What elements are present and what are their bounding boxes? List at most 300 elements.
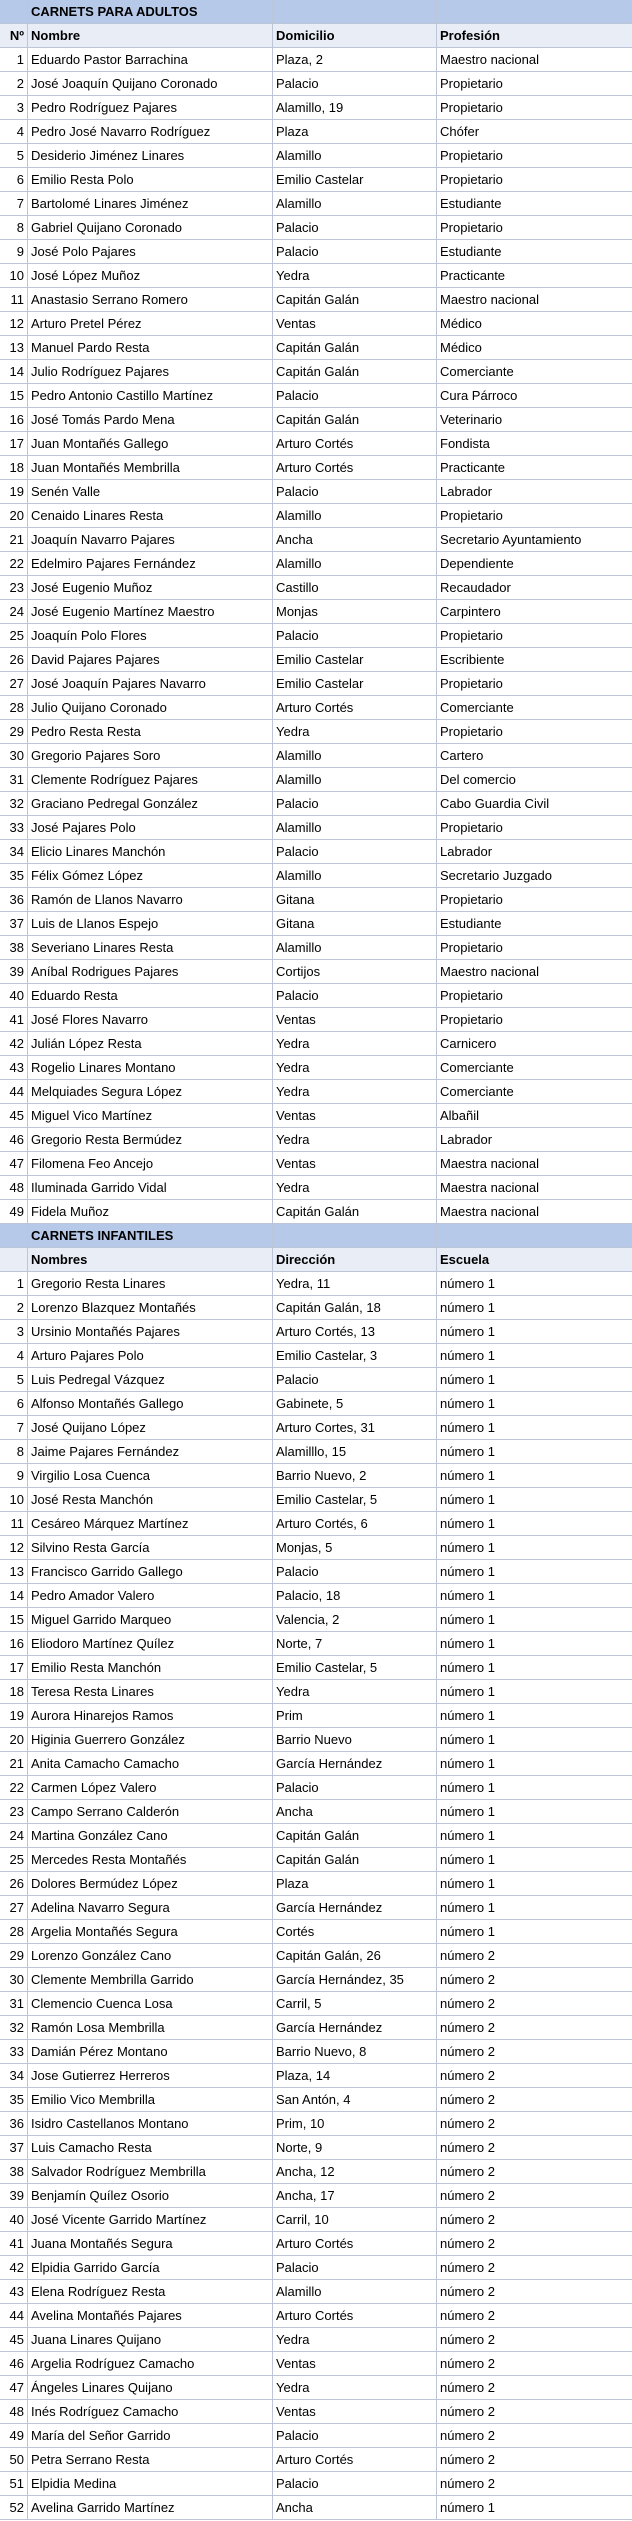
cell-number[interactable]: 35 (0, 864, 28, 887)
cell-name[interactable]: Alfonso Montañés Gallego (28, 1392, 273, 1415)
cell-address[interactable]: Yedra, 11 (273, 1272, 437, 1295)
cell-address[interactable]: Capitán Galán (273, 360, 437, 383)
cell-number[interactable]: 46 (0, 1128, 28, 1151)
cell-number[interactable]: 31 (0, 1992, 28, 2015)
cell-address[interactable]: Alamillo (273, 936, 437, 959)
cell-detail[interactable]: número 2 (440, 2452, 495, 2467)
cell-detail[interactable]: Propietario (440, 148, 503, 163)
cell-detail[interactable]: número 1 (440, 1756, 495, 1771)
cell-empty[interactable] (273, 0, 437, 23)
cell-number[interactable]: 43 (0, 2280, 28, 2303)
cell-detail[interactable]: Dependiente (440, 556, 514, 571)
cell-detail[interactable]: Carpintero (440, 604, 501, 619)
cell-detail[interactable]: Secretario Juzgado (440, 868, 553, 883)
cell-address[interactable]: Monjas, 5 (273, 1536, 437, 1559)
cell-number[interactable]: 33 (0, 816, 28, 839)
cell-number[interactable]: 50 (0, 2448, 28, 2471)
cell-detail[interactable]: Maestra nacional (440, 1180, 539, 1195)
cell-number[interactable]: 1 (0, 1272, 28, 1295)
cell-name[interactable]: Isidro Castellanos Montano (28, 2112, 273, 2135)
cell-address[interactable]: Ancha (273, 528, 437, 551)
cell-name[interactable]: Teresa Resta Linares (28, 1680, 273, 1703)
cell-name[interactable]: Filomena Feo Ancejo (28, 1152, 273, 1175)
cell-detail[interactable]: número 1 (440, 2500, 495, 2515)
cell-detail[interactable]: Labrador (440, 844, 493, 859)
cell-number[interactable]: 15 (0, 1608, 28, 1631)
cell-address[interactable]: Alamillo (273, 864, 437, 887)
cell-number[interactable]: 6 (0, 168, 28, 191)
cell-name[interactable]: Gregorio Pajares Soro (28, 744, 273, 767)
cell-detail[interactable]: número 2 (440, 2404, 495, 2419)
cell-address[interactable]: Prim (273, 1704, 437, 1727)
cell-name[interactable]: Inés Rodríguez Camacho (28, 2400, 273, 2423)
cell-number[interactable]: 42 (0, 2256, 28, 2279)
cell-detail[interactable]: número 2 (440, 1948, 495, 1963)
cell-detail[interactable]: número 2 (440, 2260, 495, 2275)
cell-name[interactable]: Pedro Antonio Castillo Martínez (28, 384, 273, 407)
cell-name[interactable]: Bartolomé Linares Jiménez (28, 192, 273, 215)
cell-address[interactable]: Alamillo (273, 192, 437, 215)
cell-detail[interactable]: Del comercio (440, 772, 516, 787)
cell-number[interactable]: 26 (0, 1872, 28, 1895)
cell-number[interactable]: 37 (0, 912, 28, 935)
cell-address[interactable]: Barrio Nuevo (273, 1728, 437, 1751)
cell-name[interactable]: Juana Montañés Segura (28, 2232, 273, 2255)
cell-number[interactable]: 16 (0, 1632, 28, 1655)
cell-detail[interactable]: número 1 (440, 1276, 495, 1291)
cell-empty[interactable] (273, 1224, 437, 1247)
cell-name[interactable]: Gabriel Quijano Coronado (28, 216, 273, 239)
cell-address[interactable]: Ancha (273, 1800, 437, 1823)
cell-name[interactable]: Juana Linares Quijano (28, 2328, 273, 2351)
cell-detail[interactable]: número 1 (440, 1540, 495, 1555)
cell-number[interactable]: 30 (0, 744, 28, 767)
cell-address[interactable]: Alamillo (273, 144, 437, 167)
cell-address[interactable]: Arturo Cortés (273, 696, 437, 719)
cell-detail[interactable]: número 2 (440, 2164, 495, 2179)
cell-detail[interactable]: número 2 (440, 2284, 495, 2299)
cell-detail[interactable]: número 2 (440, 2380, 495, 2395)
cell-name[interactable]: Elpidia Medina (28, 2472, 273, 2495)
cell-name[interactable]: David Pajares Pajares (28, 648, 273, 671)
cell-address[interactable]: Valencia, 2 (273, 1608, 437, 1631)
cell-detail[interactable]: número 1 (440, 1564, 495, 1579)
cell-detail[interactable]: número 1 (440, 1612, 495, 1627)
cell-address[interactable]: Arturo Cortés, 13 (273, 1320, 437, 1343)
cell-detail[interactable]: número 2 (440, 2068, 495, 2083)
cell-number[interactable]: 48 (0, 2400, 28, 2423)
cell-name[interactable]: Benjamín Quílez Osorio (28, 2184, 273, 2207)
cell-name[interactable]: Virgilio Losa Cuenca (28, 1464, 273, 1487)
cell-detail[interactable]: número 1 (440, 1684, 495, 1699)
cell-detail[interactable]: Cabo Guardia Civil (440, 796, 550, 811)
cell-number[interactable]: 45 (0, 1104, 28, 1127)
cell-detail[interactable]: Fondista (440, 436, 490, 451)
cell-address[interactable]: Plaza, 2 (273, 48, 437, 71)
cell-detail[interactable]: Propietario (440, 76, 503, 91)
cell-detail[interactable]: Médico (440, 316, 482, 331)
cell-name[interactable]: Rogelio Linares Montano (28, 1056, 273, 1079)
cell-name[interactable]: Francisco Garrido Gallego (28, 1560, 273, 1583)
cell-detail[interactable]: número 1 (440, 1372, 495, 1387)
cell-detail[interactable]: número 1 (440, 1708, 495, 1723)
cell-address[interactable]: Ancha, 12 (273, 2160, 437, 2183)
cell-name[interactable]: Gregorio Resta Bermúdez (28, 1128, 273, 1151)
cell-address[interactable]: Palacio (273, 216, 437, 239)
cell-name[interactable]: Aníbal Rodrigues Pajares (28, 960, 273, 983)
cell-name[interactable]: Manuel Pardo Resta (28, 336, 273, 359)
cell-detail[interactable]: Estudiante (440, 196, 502, 211)
cell-detail[interactable]: Cartero (440, 748, 484, 763)
cell-address[interactable]: Arturo Cortés (273, 456, 437, 479)
cell-detail[interactable]: Comerciante (440, 1084, 514, 1099)
cell-number[interactable]: 7 (0, 192, 28, 215)
cell-address[interactable]: Emilio Castelar, 5 (273, 1488, 437, 1511)
cell-number[interactable]: 22 (0, 552, 28, 575)
cell-name[interactable]: José Quijano López (28, 1416, 273, 1439)
cell-detail[interactable]: Cura Párroco (440, 388, 518, 403)
cell-name[interactable]: Eduardo Resta (28, 984, 273, 1007)
cell-detail[interactable]: Propietario (440, 1012, 503, 1027)
cell-name[interactable]: Arturo Pretel Pérez (28, 312, 273, 335)
cell-name[interactable]: Avelina Montañés Pajares (28, 2304, 273, 2327)
cell-detail[interactable]: Maestra nacional (440, 1204, 539, 1219)
cell-detail[interactable]: Propietario (440, 172, 503, 187)
cell-detail[interactable]: Carnicero (440, 1036, 497, 1051)
cell-name[interactable]: Pedro José Navarro Rodríguez (28, 120, 273, 143)
cell-name[interactable]: Joaquín Polo Flores (28, 624, 273, 647)
cell-detail[interactable]: Labrador (440, 1132, 493, 1147)
cell-number[interactable]: 17 (0, 432, 28, 455)
cell-detail[interactable]: número 2 (440, 2140, 495, 2155)
cell-name[interactable]: Ursinio Montañés Pajares (28, 1320, 273, 1343)
cell-address[interactable]: Yedra (273, 1032, 437, 1055)
cell-number[interactable]: 19 (0, 480, 28, 503)
cell-number[interactable]: 25 (0, 624, 28, 647)
cell-name[interactable]: Julio Quijano Coronado (28, 696, 273, 719)
cell-number[interactable]: 4 (0, 1344, 28, 1367)
cell-address[interactable]: Carril, 5 (273, 1992, 437, 2015)
cell-address[interactable]: Arturo Cortés (273, 2304, 437, 2327)
cell-address[interactable]: Palacio (273, 72, 437, 95)
cell-name[interactable]: José Vicente Garrido Martínez (28, 2208, 273, 2231)
cell-number[interactable]: 8 (0, 216, 28, 239)
cell-number[interactable]: 19 (0, 1704, 28, 1727)
cell-name[interactable]: Miguel Garrido Marqueo (28, 1608, 273, 1631)
cell-detail[interactable]: Propietario (440, 940, 503, 955)
cell-name[interactable]: Salvador Rodríguez Membrilla (28, 2160, 273, 2183)
cell-address[interactable]: Cortijos (273, 960, 437, 983)
cell-address[interactable]: Palacio, 18 (273, 1584, 437, 1607)
cell-address[interactable]: Palacio (273, 840, 437, 863)
cell-name[interactable]: Silvino Resta García (28, 1536, 273, 1559)
cell-address[interactable]: Yedra (273, 720, 437, 743)
cell-name[interactable]: Senén Valle (28, 480, 273, 503)
cell-detail[interactable]: Maestro nacional (440, 52, 539, 67)
cell-number[interactable]: 33 (0, 2040, 28, 2063)
cell-address[interactable]: Arturo Cortés (273, 432, 437, 455)
cell-address[interactable]: García Hernández (273, 1896, 437, 1919)
section-title[interactable]: CARNETS INFANTILES (28, 1224, 273, 1247)
cell-detail[interactable]: número 2 (440, 2428, 495, 2443)
cell-detail[interactable]: número 1 (440, 1420, 495, 1435)
cell-address[interactable]: Gitana (273, 912, 437, 935)
cell-address[interactable]: Capitán Galán, 18 (273, 1296, 437, 1319)
cell-empty[interactable] (0, 1224, 28, 1247)
cell-detail[interactable]: número 2 (440, 2092, 495, 2107)
cell-address[interactable]: Palacio (273, 2256, 437, 2279)
cell-name[interactable]: José Pajares Polo (28, 816, 273, 839)
cell-detail[interactable]: Propietario (440, 724, 503, 739)
cell-name[interactable]: Adelina Navarro Segura (28, 1896, 273, 1919)
cell-number[interactable]: 28 (0, 1920, 28, 1943)
cell-number[interactable]: 14 (0, 1584, 28, 1607)
cell-name[interactable]: Emilio Resta Manchón (28, 1656, 273, 1679)
cell-number[interactable]: 2 (0, 72, 28, 95)
cell-detail[interactable]: Veterinario (440, 412, 503, 427)
cell-detail[interactable]: número 1 (440, 1732, 495, 1747)
cell-name[interactable]: Desiderio Jiménez Linares (28, 144, 273, 167)
cell-number[interactable]: 9 (0, 1464, 28, 1487)
cell-detail[interactable]: número 1 (440, 1636, 495, 1651)
cell-number[interactable]: 26 (0, 648, 28, 671)
cell-number[interactable]: 5 (0, 1368, 28, 1391)
cell-number[interactable]: 37 (0, 2136, 28, 2159)
cell-number[interactable]: 47 (0, 2376, 28, 2399)
cell-name[interactable]: Cenaido Linares Resta (28, 504, 273, 527)
cell-address[interactable]: Alamilllo, 15 (273, 1440, 437, 1463)
cell-address[interactable]: Palacio (273, 1776, 437, 1799)
cell-name[interactable]: Joaquín Navarro Pajares (28, 528, 273, 551)
cell-address[interactable]: Arturo Cortes, 31 (273, 1416, 437, 1439)
cell-detail[interactable]: Recaudador (440, 580, 511, 595)
cell-number[interactable]: 28 (0, 696, 28, 719)
cell-number[interactable]: 20 (0, 504, 28, 527)
cell-detail[interactable]: número 1 (440, 1396, 495, 1411)
cell-number[interactable]: 34 (0, 2064, 28, 2087)
cell-detail[interactable]: número 2 (440, 1996, 495, 2011)
cell-address[interactable]: Alamillo (273, 816, 437, 839)
cell-number[interactable]: 24 (0, 1824, 28, 1847)
cell-address[interactable]: Alamillo (273, 504, 437, 527)
cell-address[interactable]: García Hernández (273, 2016, 437, 2039)
cell-address[interactable]: Plaza (273, 120, 437, 143)
cell-address[interactable]: Palacio (273, 792, 437, 815)
cell-number[interactable]: 3 (0, 96, 28, 119)
cell-number[interactable]: 23 (0, 1800, 28, 1823)
cell-number[interactable]: 15 (0, 384, 28, 407)
cell-number[interactable]: 45 (0, 2328, 28, 2351)
cell-name[interactable]: Miguel Vico Martínez (28, 1104, 273, 1127)
cell-detail[interactable]: Estudiante (440, 916, 502, 931)
cell-address[interactable]: Capitán Galán (273, 288, 437, 311)
cell-detail[interactable]: número 1 (440, 1852, 495, 1867)
cell-address[interactable]: Palacio (273, 2472, 437, 2495)
cell-detail[interactable]: número 1 (440, 1468, 495, 1483)
cell-name[interactable]: Pedro Rodríguez Pajares (28, 96, 273, 119)
cell-number[interactable]: 11 (0, 288, 28, 311)
cell-name[interactable]: Eduardo Pastor Barrachina (28, 48, 273, 71)
cell-detail[interactable]: número 2 (440, 2116, 495, 2131)
cell-number[interactable]: 11 (0, 1512, 28, 1535)
cell-detail[interactable]: número 1 (440, 1444, 495, 1459)
cell-name[interactable]: José Tomás Pardo Mena (28, 408, 273, 431)
cell-number[interactable]: 27 (0, 1896, 28, 1919)
cell-name[interactable]: José López Muñoz (28, 264, 273, 287)
cell-detail[interactable]: Comerciante (440, 1060, 514, 1075)
cell-address[interactable]: Carril, 10 (273, 2208, 437, 2231)
cell-address[interactable]: Palacio (273, 240, 437, 263)
cell-detail[interactable]: número 2 (440, 2356, 495, 2371)
cell-detail[interactable]: número 2 (440, 2308, 495, 2323)
cell-address[interactable]: Ventas (273, 1104, 437, 1127)
cell-name[interactable]: Carmen López Valero (28, 1776, 273, 1799)
cell-address[interactable]: Emilio Castelar, 5 (273, 1656, 437, 1679)
cell-detail[interactable]: número 1 (440, 1588, 495, 1603)
cell-detail[interactable]: número 2 (440, 2212, 495, 2227)
cell-address[interactable]: Alamillo (273, 552, 437, 575)
column-header-name[interactable]: Nombre (28, 24, 273, 47)
cell-number[interactable]: 21 (0, 1752, 28, 1775)
cell-name[interactable]: Anastasio Serrano Romero (28, 288, 273, 311)
cell-number[interactable]: 25 (0, 1848, 28, 1871)
cell-name[interactable]: Argelia Montañés Segura (28, 1920, 273, 1943)
cell-detail[interactable]: Maestro nacional (440, 964, 539, 979)
cell-number[interactable]: 40 (0, 984, 28, 1007)
cell-number[interactable]: 36 (0, 888, 28, 911)
cell-name[interactable]: Aurora Hinarejos Ramos (28, 1704, 273, 1727)
cell-address[interactable]: Capitán Galán, 26 (273, 1944, 437, 1967)
cell-name[interactable]: Graciano Pedregal González (28, 792, 273, 815)
cell-address[interactable]: Capitán Galán (273, 408, 437, 431)
cell-name[interactable]: Julián López Resta (28, 1032, 273, 1055)
cell-number[interactable]: 47 (0, 1152, 28, 1175)
cell-number[interactable]: 4 (0, 120, 28, 143)
cell-address[interactable]: Emilio Castelar (273, 168, 437, 191)
cell-name[interactable]: Dolores Bermúdez López (28, 1872, 273, 1895)
cell-address[interactable]: Monjas (273, 600, 437, 623)
cell-detail[interactable]: Propietario (440, 892, 503, 907)
cell-number[interactable]: 51 (0, 2472, 28, 2495)
cell-address[interactable]: Capitán Galán (273, 1824, 437, 1847)
cell-number[interactable]: 31 (0, 768, 28, 791)
cell-address[interactable]: Gabinete, 5 (273, 1392, 437, 1415)
cell-name[interactable]: José Flores Navarro (28, 1008, 273, 1031)
cell-detail[interactable]: Propietario (440, 988, 503, 1003)
cell-detail[interactable]: número 1 (440, 1876, 495, 1891)
cell-address[interactable]: Palacio (273, 2424, 437, 2447)
cell-name[interactable]: Clemente Membrilla Garrido (28, 1968, 273, 1991)
cell-number[interactable]: 39 (0, 960, 28, 983)
cell-name[interactable]: José Joaquín Pajares Navarro (28, 672, 273, 695)
cell-number[interactable]: 48 (0, 1176, 28, 1199)
cell-address[interactable]: Yedra (273, 1680, 437, 1703)
cell-detail[interactable]: número 2 (440, 2236, 495, 2251)
cell-name[interactable]: Campo Serrano Calderón (28, 1800, 273, 1823)
cell-detail[interactable]: Escribiente (440, 652, 505, 667)
cell-name[interactable]: Edelmiro Pajares Fernández (28, 552, 273, 575)
cell-address[interactable]: Arturo Cortés (273, 2232, 437, 2255)
cell-name[interactable]: Mercedes Resta Montañés (28, 1848, 273, 1871)
cell-detail[interactable]: número 1 (440, 1324, 495, 1339)
cell-address[interactable]: Yedra (273, 1128, 437, 1151)
cell-address[interactable]: García Hernández, 35 (273, 1968, 437, 1991)
cell-name[interactable]: Pedro Amador Valero (28, 1584, 273, 1607)
cell-number[interactable]: 29 (0, 720, 28, 743)
cell-name[interactable]: Elena Rodríguez Resta (28, 2280, 273, 2303)
cell-number[interactable]: 7 (0, 1416, 28, 1439)
cell-address[interactable]: Cortés (273, 1920, 437, 1943)
cell-number[interactable]: 22 (0, 1776, 28, 1799)
cell-name[interactable]: Ramón Losa Membrilla (28, 2016, 273, 2039)
cell-address[interactable]: Ancha, 17 (273, 2184, 437, 2207)
cell-name[interactable]: Jose Gutierrez Herreros (28, 2064, 273, 2087)
cell-number[interactable]: 30 (0, 1968, 28, 1991)
cell-address[interactable]: Alamillo, 19 (273, 96, 437, 119)
cell-detail[interactable]: número 2 (440, 2044, 495, 2059)
column-header-profession[interactable]: Profesión (440, 28, 500, 43)
cell-address[interactable]: Emilio Castelar (273, 648, 437, 671)
cell-address[interactable]: Yedra (273, 1056, 437, 1079)
cell-detail[interactable]: Propietario (440, 100, 503, 115)
cell-name[interactable]: Ángeles Linares Quijano (28, 2376, 273, 2399)
cell-empty[interactable] (437, 0, 632, 23)
cell-number[interactable]: 9 (0, 240, 28, 263)
cell-name[interactable]: Cesáreo Márquez Martínez (28, 1512, 273, 1535)
cell-address[interactable]: Capitán Galán (273, 336, 437, 359)
cell-detail[interactable]: Comerciante (440, 700, 514, 715)
cell-detail[interactable]: número 2 (440, 2476, 495, 2491)
cell-empty[interactable] (0, 0, 28, 23)
cell-name[interactable]: Melquiades Segura López (28, 1080, 273, 1103)
cell-address[interactable]: Palacio (273, 984, 437, 1007)
cell-number[interactable]: 27 (0, 672, 28, 695)
cell-name[interactable]: Iluminada Garrido Vidal (28, 1176, 273, 1199)
cell-address[interactable]: Palacio (273, 1560, 437, 1583)
cell-number[interactable]: 29 (0, 1944, 28, 1967)
cell-number[interactable]: 38 (0, 936, 28, 959)
cell-address[interactable]: Plaza, 14 (273, 2064, 437, 2087)
cell-address[interactable]: García Hernández (273, 1752, 437, 1775)
cell-number[interactable]: 41 (0, 1008, 28, 1031)
cell-name[interactable]: Ramón de Llanos Navarro (28, 888, 273, 911)
cell-number[interactable]: 46 (0, 2352, 28, 2375)
cell-number[interactable]: 12 (0, 312, 28, 335)
cell-name[interactable]: Clemencio Cuenca Losa (28, 1992, 273, 2015)
cell-detail[interactable]: número 1 (440, 1804, 495, 1819)
cell-address[interactable]: Barrio Nuevo, 2 (273, 1464, 437, 1487)
column-header-address[interactable]: Domicilio (273, 24, 437, 47)
cell-name[interactable]: Lorenzo Blazquez Montañés (28, 1296, 273, 1319)
cell-number[interactable]: 6 (0, 1392, 28, 1415)
cell-address[interactable]: Palacio (273, 1368, 437, 1391)
cell-address[interactable]: Ventas (273, 1008, 437, 1031)
cell-detail[interactable]: Labrador (440, 484, 493, 499)
cell-name[interactable]: José Eugenio Muñoz (28, 576, 273, 599)
cell-name[interactable]: Félix Gómez López (28, 864, 273, 887)
cell-number[interactable]: 35 (0, 2088, 28, 2111)
cell-address[interactable]: Barrio Nuevo, 8 (273, 2040, 437, 2063)
cell-name[interactable]: Higinia Guerrero González (28, 1728, 273, 1751)
cell-name[interactable]: Eliodoro Martínez Quílez (28, 1632, 273, 1655)
cell-number[interactable]: 34 (0, 840, 28, 863)
cell-number[interactable]: 49 (0, 2424, 28, 2447)
cell-number[interactable]: 52 (0, 2496, 28, 2519)
cell-name[interactable]: José Joaquín Quijano Coronado (28, 72, 273, 95)
column-header-name[interactable]: Nombres (28, 1248, 273, 1271)
cell-detail[interactable]: Médico (440, 340, 482, 355)
cell-address[interactable]: Capitán Galán (273, 1200, 437, 1223)
